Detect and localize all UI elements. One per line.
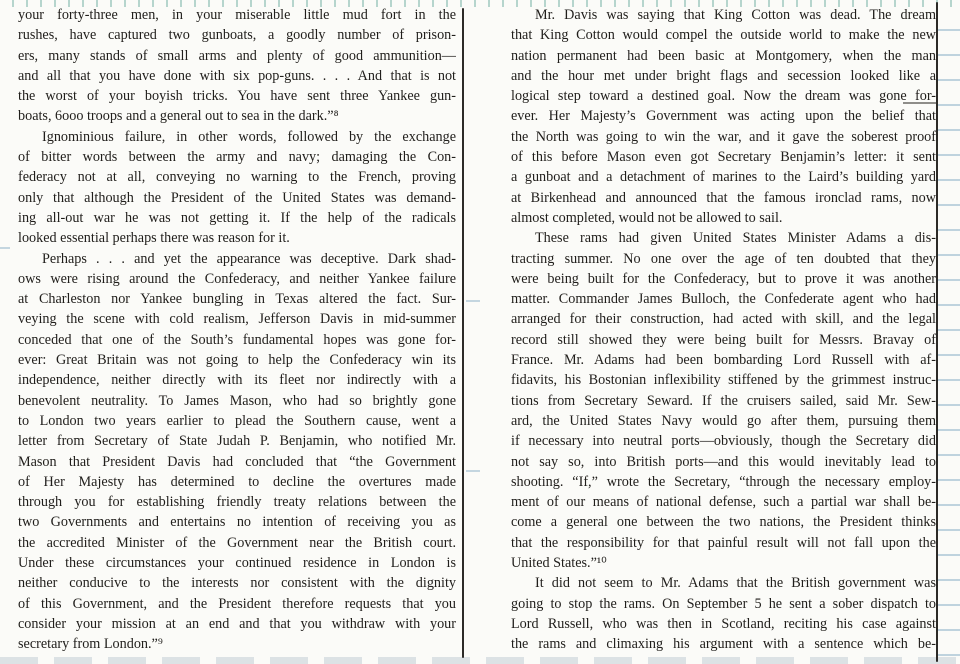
text-line: matter. Commander James Bulloch, the Confederate agent who had — [511, 291, 936, 308]
text-line: going to stop the rams. On September 5 he sent a sober dispatch to — [511, 595, 936, 612]
text-line: benevolent neutrality. To James Mason, who had so brightly gone — [18, 392, 456, 409]
text-line: ard, the United States Navy would go after them, pursuing them — [511, 412, 936, 429]
text-line: independence, neither directly with its fleet nor indirectly with a — [18, 372, 456, 389]
text-line: ever. Her Majesty’s Government was acting upon the belief that — [511, 108, 936, 125]
text-line: that the responsibility for that painful result will not fall upon the — [511, 534, 936, 551]
text-line: a gunboat and a detachment of marines to the Laird’s building yard — [511, 169, 936, 186]
text-line: letter from Secretary of State Judah P. Benjamin, who notified Mr. — [18, 433, 456, 450]
text-line: Mr. Davis was saying that King Cotton was dead. The dream — [535, 7, 936, 23]
left-text-column — [18, 5, 456, 655]
text-line: It did not seem to Mr. Adams that the British government was — [535, 575, 936, 592]
text-line: United States.”¹⁰ — [511, 555, 607, 572]
text-line: of this Government, and the President therefore requests that you — [18, 595, 456, 612]
text-line: veying the scene with cold realism, Jefferson Davis in mid-summer — [18, 311, 456, 328]
text-line: nation permanent had been basic at Montgomery, when the man — [511, 47, 936, 64]
text-line: fidavits, his Bostonian inflexibility stiffened by the grimmest instruc- — [511, 372, 936, 389]
text-line: ows were rising around the Confederacy, and neither Yankee failure — [18, 270, 456, 287]
text-line: Mason that President Davis had concluded that “the Government — [18, 453, 456, 470]
text-line: come a general one between the two nations, the President thinks — [511, 514, 936, 531]
text-line: Perhaps . . . and yet the appearance was deceptive. Dark shad- — [42, 250, 456, 267]
text-line: arranged for their construction, had acted with skill, and the legal — [511, 311, 936, 328]
text-line: boats, 6ooo troops and a general out to sea in the dark.”⁸ — [18, 108, 339, 125]
text-line: only that although the President of the United States was demand- — [18, 189, 456, 206]
text-line: looked essential perhaps there was reason for it. — [18, 230, 290, 247]
page-gutter-line — [462, 8, 464, 658]
text-line: to London two years earlier to plead the Southern cause, went a — [18, 412, 456, 429]
text-line: two Governments and entertains no intention of receiving you as — [18, 514, 456, 531]
text-line: Ignominious failure, in other words, followed by the exchange — [42, 128, 456, 145]
text-line: if necessary into neutral ports—obviously, though the Secretary did — [511, 433, 936, 450]
text-line: that King Cotton would compel the outside world to make the new — [511, 27, 936, 44]
text-line: shooting. “If,” wrote the Secretary, “through the necessary employ- — [511, 473, 936, 490]
text-line: the North was going to win the war, and it gave the soberest proof — [511, 128, 936, 145]
text-line: through you for establishing friendly treaty relations between the — [18, 494, 456, 511]
text-line: were being built for the Confederacy, but to prove it was another — [511, 270, 936, 287]
text-line: not say so, into British ports—and this would inevitably lead to — [511, 453, 936, 470]
text-line: and the hour met under bright flags and secession looked like a — [511, 67, 936, 84]
text-line: the accredited Minister of the Government near the British court. — [18, 534, 456, 551]
text-line: France. Mr. Adams had been bombarding Lord Russell with af- — [511, 352, 936, 369]
text-line: record still showed they were being built for Messrs. Bravay of — [511, 331, 936, 348]
text-line: logical step toward a destined goal. Now the dream was gone for- — [511, 88, 936, 105]
text-line: tracting summer. No one over the age of ten doubted that they — [511, 250, 936, 267]
text-line: ing all-out war he was not getting it. If the help of the radicals — [18, 209, 456, 226]
right-text-column — [511, 5, 936, 655]
ruled-line-fragment — [466, 300, 480, 302]
text-line: neither conducive to the interests nor consistent with the dignity — [18, 575, 456, 592]
text-line: of bitter words between the army and navy; damaging the Con- — [18, 149, 456, 166]
text-line: at Charleston nor Yankee bungling in Texas altered the fact. Sur- — [18, 291, 456, 308]
text-line: ment of our means of national defense, such a partial war shall be- — [511, 494, 936, 511]
text-line: ers, many stands of small arms and plenty of good ammunition— — [18, 47, 456, 64]
text-line: the worst of your boyish tricks. You have sent three Yankee gun- — [18, 88, 456, 105]
text-line: Lord Russell, who was then in Scotland, reciting his case against — [511, 615, 936, 632]
text-line: These rams had given United States Minister Adams a dis- — [535, 230, 936, 247]
text-line: tions from Secretary Seward. If the cruisers sailed, said Mr. Sew- — [511, 392, 936, 409]
text-line: federacy not at all, conveying no warning to the French, proving — [18, 169, 456, 186]
ruled-line-fragment — [466, 470, 480, 472]
text-line: ever: Great Britain was not going to help the Confederacy win its — [18, 352, 456, 369]
text-line: almost completed, would not be allowed to sail. — [511, 209, 783, 226]
ruled-line-fragment — [0, 247, 10, 249]
text-line: of this before Mason even got Secretary Benjamin’s letter: it sent — [511, 149, 936, 166]
page-edge-line — [936, 2, 938, 662]
text-line: and all that you have done with six pop-guns. . . . And that is not — [18, 67, 456, 84]
text-line: rushes, have captured two gunboats, a goodly number of prison- — [18, 27, 456, 44]
text-line: consider your mission at an end and that you withdraw with your — [18, 615, 456, 632]
text-line: Under these circumstances your continued residence in London is — [18, 555, 456, 572]
margin-ruled-lines — [938, 6, 960, 658]
text-line: of Her Majesty has determined to decline the overtures made — [18, 473, 456, 490]
text-line: secretary from London.”⁹ — [18, 636, 163, 653]
bottom-scan-band — [0, 657, 960, 664]
text-line: your forty-three men, in your miserable little mud fort in the — [18, 7, 456, 23]
text-line: at Birkenhead and announced that the famous ironclad rams, now — [511, 189, 936, 206]
text-line: conceded that one of the South’s fundamental hopes was gone for- — [18, 331, 456, 348]
text-line: the rams and climaxing his argument with a sentence which be- — [511, 636, 936, 653]
